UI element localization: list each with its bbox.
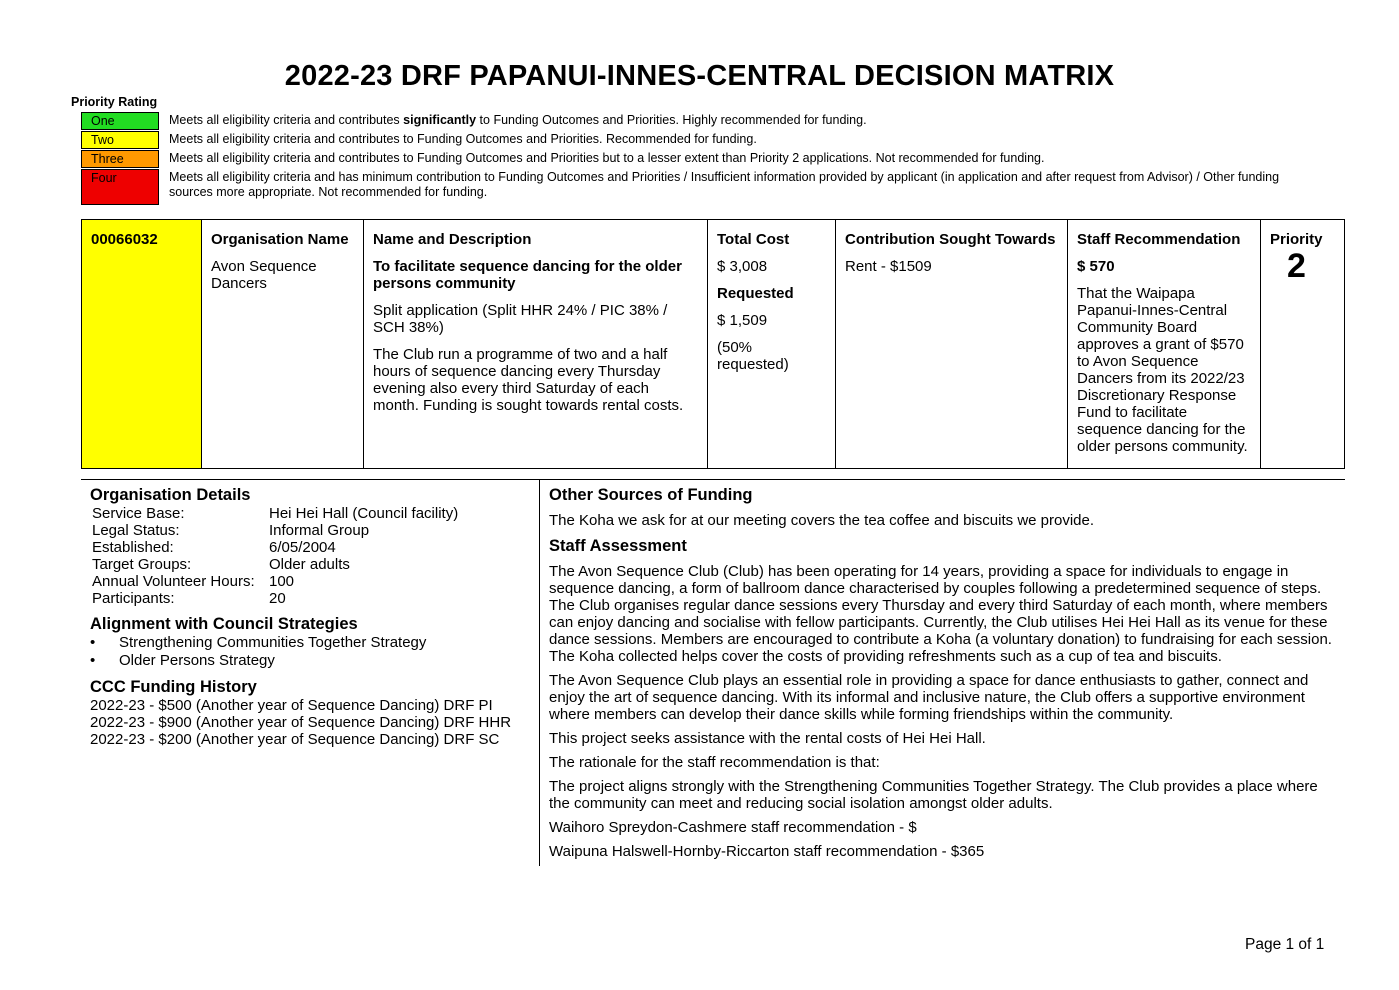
section-divider [81,479,1345,480]
assessment-paragraph: The project aligns strongly with the Strengthening Communities Together Strategy. The Club provides a place where the community can meet and reducing social isolation amongst older adults. [549,778,1318,812]
org-name-cell [201,220,363,468]
priority-desc-four: Meets all eligibility criteria and has minimum contribution to Funding Outcomes and Priorities / Insufficient information provided by applicant (in application and after request from Advisor) / Other funding sources more appropriate. Not recommended for funding. [169,170,1280,199]
alignment-heading: Alignment with Council Strategies [90,615,358,633]
priority-cell [1260,220,1344,468]
description-header: Name and Description [373,231,532,248]
requested-amount: $ 1,509 [717,312,768,329]
list-item: • Older Persons Strategy [90,652,530,670]
priority-swatch-two: Two [81,131,159,149]
staff-assessment-heading: Staff Assessment [549,537,687,555]
assessment-paragraph: Waihoro Spreydon-Cashmere staff recommendation - $ [549,819,917,836]
other-sources-heading: Other Sources of Funding [549,486,753,504]
funding-history-heading: CCC Funding History [90,678,257,696]
contribution-cell [835,220,1067,468]
requested-header: Requested [717,285,794,302]
right-column [549,487,1339,867]
column-divider [539,479,540,866]
assessment-paragraph: The rationale for the staff recommendation is that: [549,754,880,771]
priority-header: Priority [1270,231,1323,248]
staff-recommendation-cell [1067,220,1260,468]
contribution-header: Contribution Sought Towards [845,231,1056,248]
org-name-header: Organisation Name [211,231,349,248]
total-cost-value: $ 3,008 [717,258,768,275]
contribution-value: Rent - $1509 [845,258,932,275]
priority-swatch-four: Four [81,169,159,205]
detail-row: Established: 6/05/2004 [92,539,336,556]
priority-swatch-three: Three [81,150,159,168]
alignment-list [90,634,530,670]
staff-recommendation-text: That the Waipapa Papanui-Innes-Central Community Board approves a grant of $570 to Avon Sequence Dancers from its 2022/23 Discretionary Response Fund to facilitate sequence dancing for the older persons community. [1077,285,1248,455]
detail-row: Target Groups: Older adults [92,556,350,573]
priority-desc-three: Meets all eligibility criteria and contributes to Funding Outcomes and Priorities but to a lesser extent than Priority 2 applications. Not recommended for funding. [169,151,1045,165]
priority-desc-one: Meets all eligibility criteria and contributes significantly to Funding Outcomes and Priorities. Highly recommended for funding. [169,113,867,127]
detail-row: Service Base: Hei Hei Hall (Council facility) [92,505,459,522]
priority-swatch-one: One [81,112,159,130]
total-cost-header: Total Cost [717,231,790,248]
staff-recommendation-header: Staff Recommendation [1077,231,1241,248]
org-details-heading: Organisation Details [90,486,251,504]
left-column [90,487,530,748]
description-title: To facilitate sequence dancing for the older persons community [373,258,682,292]
priority-value: 2 [1287,247,1306,285]
list-item: 2022-23 - $900 (Another year of Sequence Dancing) DRF HHR [90,714,512,731]
org-name-value: Avon Sequence Dancers [211,258,317,292]
assessment-paragraph: This project seeks assistance with the rental costs of Hei Hei Hall. [549,730,986,747]
page-title: 2022-23 DRF PAPANUI-INNES-CENTRAL DECISION MATRIX [284,60,1115,92]
assessment-paragraph: The Avon Sequence Club (Club) has been operating for 14 years, providing a space for individuals to engage in sequence dancing, a form of ballroom dance characterised by couples following a predetermined sequence of steps. The Club organises regular dance sessions every Thursday and every third Saturday of each month, where members can enjoy dancing and socialise with fellow participants. Currently, the Club utilises Hei Hei Hall as its venue for these dance sessions. Members are encouraged to contribute a Koha (a voluntary donation) to fundraising for each session. The Koha collected helps cover the costs of providing refreshments such as a cup of tea and biscuits. [549,563,1332,665]
priority-desc-two: Meets all eligibility criteria and contributes to Funding Outcomes and Priorities. Recommended for funding. [169,132,757,146]
assessment-paragraph: Waipuna Halswell-Hornby-Riccarton staff recommendation - $365 [549,843,985,860]
requested-percent: (50% requested) [717,339,789,373]
other-sources-text: The Koha we ask for at our meeting covers the tea coffee and biscuits we provide. [549,512,1095,529]
priority-rating-label: Priority Rating [71,95,158,109]
staff-recommendation-amount: $ 570 [1077,258,1115,275]
description-split: Split application (Split HHR 24% / PIC 38% / SCH 38%) [373,302,668,336]
application-id-cell [82,220,201,468]
list-item: 2022-23 - $200 (Another year of Sequence Dancing) DRF SC [90,731,500,748]
description-body: The Club run a programme of two and a half hours of sequence dancing every Thursday evening also every third Saturday of each month. Funding is sought towards rental costs. [373,346,684,414]
detail-row: Annual Volunteer Hours: 100 [92,573,295,590]
list-item: 2022-23 - $500 (Another year of Sequence Dancing) DRF PI [90,697,493,714]
decision-matrix-table [81,219,1345,469]
cost-cell [707,220,835,468]
detail-row: Participants: 20 [92,590,286,607]
page-number: Page 1 of 1 [1245,936,1325,953]
assessment-paragraph: The Avon Sequence Club plays an essential role in providing a space for dance enthusiasts to gather, connect and enjoy the art of sequence dancing. With its informal and inclusive nature, the Club offers a supportive environment where members can develop their dance skills while forming friendships within the community. [549,672,1309,723]
detail-row: Legal Status: Informal Group [92,522,370,539]
description-cell [363,220,707,468]
application-id: 00066032 [91,231,158,248]
list-item: • Strengthening Communities Together Strategy [90,634,530,652]
